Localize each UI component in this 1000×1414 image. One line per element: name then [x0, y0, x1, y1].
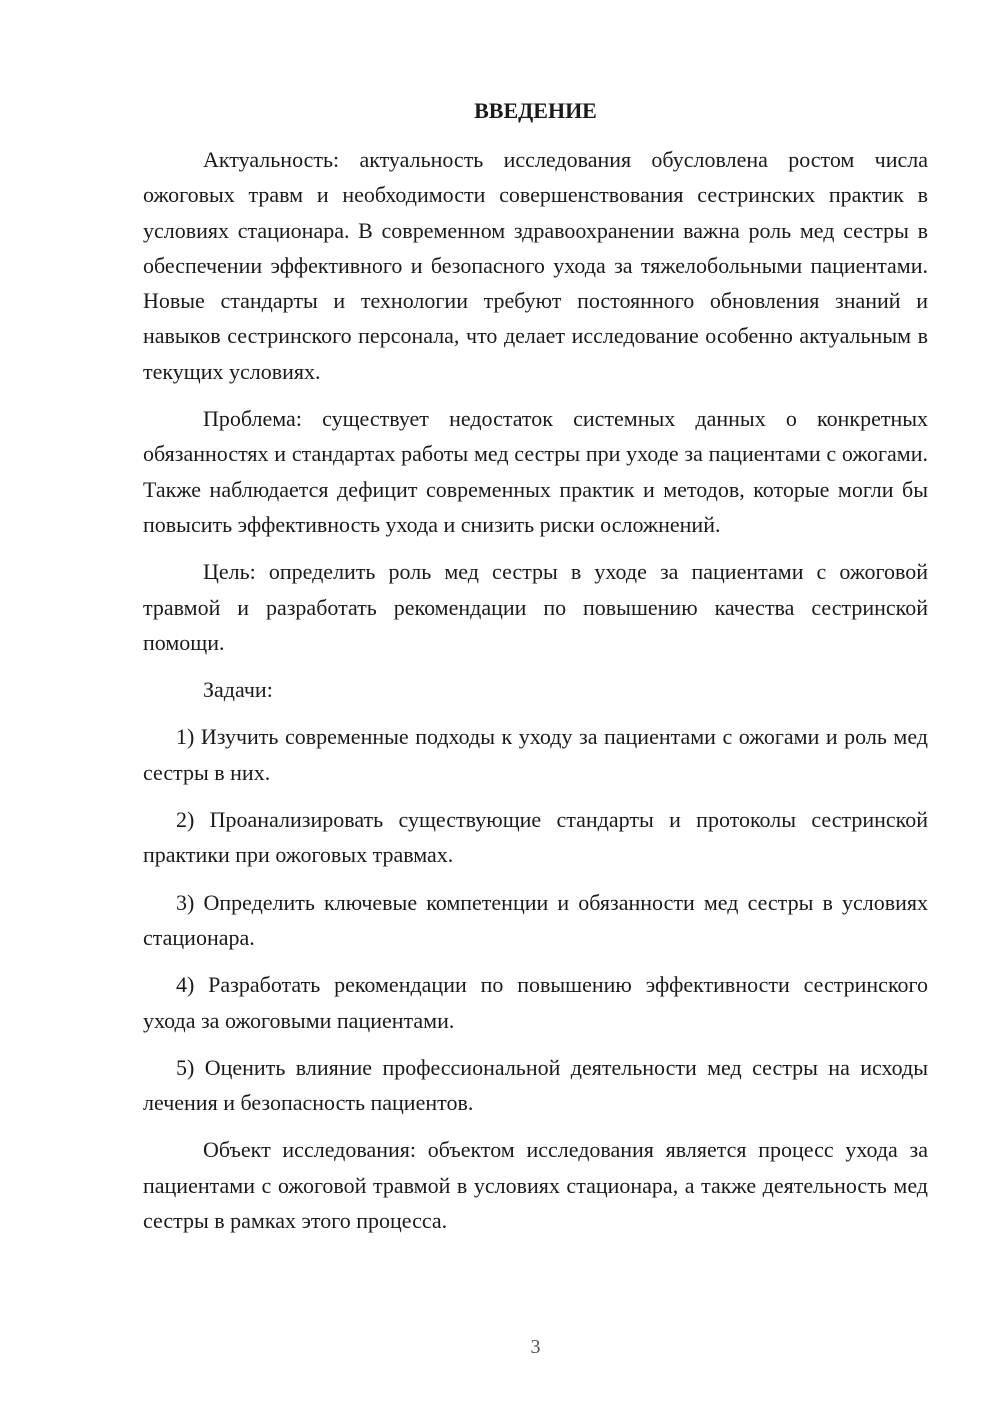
tasks-heading: Задачи:: [203, 677, 273, 703]
document-body: [143, 142, 928, 1250]
object-paragraph: Объект исследования: объектом исследования является процесс ухода за пациентами с ожоговой травмой в условиях стационара, а также деятельность мед сестры в рамках этого процесса.: [143, 1137, 928, 1234]
page-number: 3: [530, 1336, 541, 1358]
task-item-3: 3) Определить ключевые компетенции и обязанности мед сестры в условиях стационара.: [143, 889, 928, 950]
section-title: ВВЕДЕНИЕ: [474, 98, 597, 123]
task-item-4: 4) Разработать рекомендации по повышению эффективности сестринского ухода за ожоговыми пациентами.: [143, 972, 928, 1033]
goal-paragraph: Цель: определить роль мед сестры в уходе за пациентами с ожоговой травмой и разработать рекомендации по повышению качества сестринской помощи.: [143, 559, 928, 655]
task-item-5: 5) Оценить влияние профессиональной деятельности мед сестры на исходы лечения и безопасность пациентов.: [143, 1054, 928, 1116]
problem-paragraph: Проблема: существует недостаток системных данных о конкретных обязанностях и стандартах работы мед сестры при уходе за пациентами с ожогами. Также наблюдается дефицит современных практик и методов, которые могли бы повысить эффективность ухода и снизить риски осложнений.: [143, 406, 928, 537]
task-item-2: 2) Проанализировать существующие стандарты и протоколы сестринской практики при ожоговых травмах.: [143, 807, 928, 868]
document-page: [143, 0, 928, 1414]
task-item-1: 1) Изучить современные подходы к уходу за пациентами с ожогами и роль мед сестры в них.: [143, 724, 928, 785]
relevance-paragraph: Актуальность: актуальность исследования обусловлена ростом числа ожоговых травм и необходимости совершенствования сестринских практик в условиях стационара. В современном здравоохранении важна роль мед сестры в обеспечении эффективного и безопасного ухода за тяжелобольными пациентами. Новые стандарты и технологии требуют постоянного обновления знаний и навыков сестринского персонала, что делает исследование особенно актуальным в текущих условиях.: [143, 147, 928, 384]
